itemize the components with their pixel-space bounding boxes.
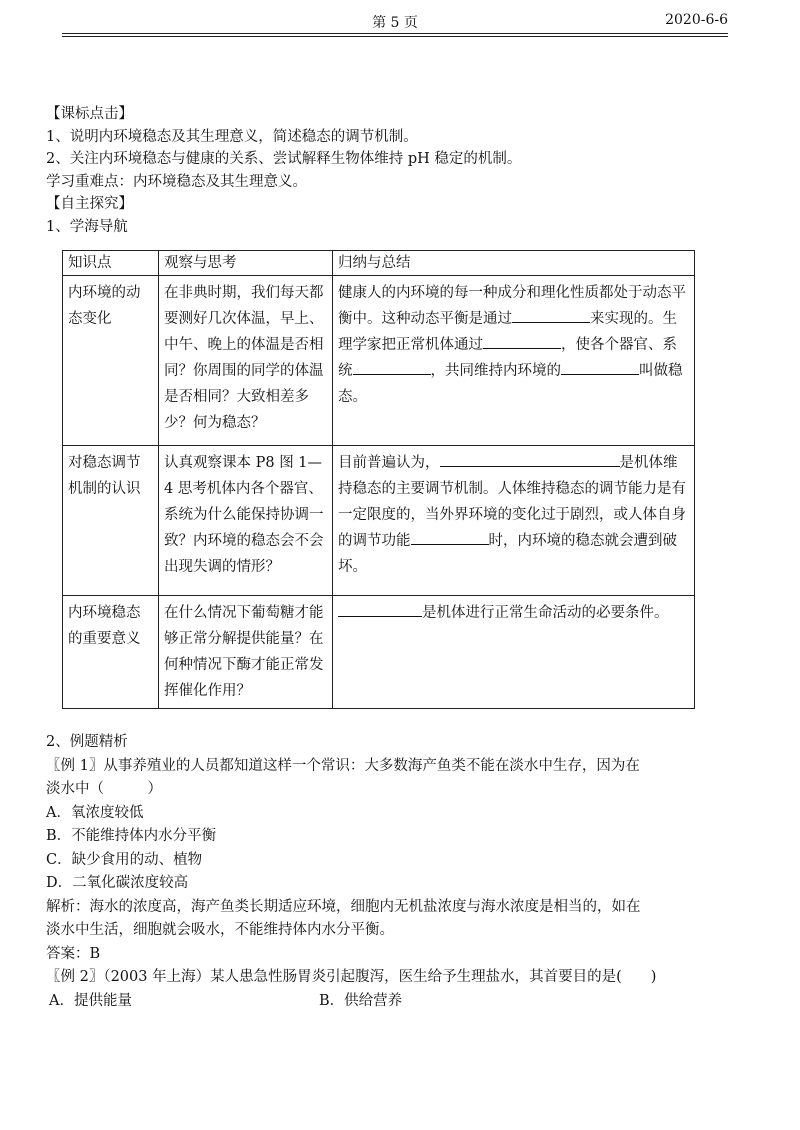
option-row [46, 990, 736, 1014]
header-rule-thin [62, 36, 728, 37]
section-title: 【自主探究】 [46, 196, 133, 212]
fill-blank [353, 360, 431, 375]
table-header-row [63, 251, 695, 276]
option-a: A．提供能量 [49, 992, 132, 1009]
section-title: 【课标点击】 [46, 106, 133, 122]
fill-blank [512, 308, 590, 323]
option-b: B．供给营养 [319, 992, 403, 1009]
fill-blank [411, 530, 489, 545]
page-number: 第 5 页 [372, 15, 418, 31]
examples-section [46, 731, 736, 1013]
header-date: 2020-6-6 [665, 12, 728, 28]
summary-cell: 是机体进行正常生命活动的必要条件。 [333, 596, 695, 709]
fill-blank [440, 452, 620, 467]
summary-cell: 目前普遍认为， 是机体维持稳态的主要调节机制。人体维持稳态的调节能力是有一定限度的，当外界环境的变化过于剧烈，或人体自身的调节功能 时，内环境的稳态就会遭到破坏。 [333, 446, 695, 596]
objective-item: 2、关注内环境稳态与健康的关系、尝试解释生物体维持 pH 稳定的机制。 [46, 151, 522, 167]
table-row [63, 446, 695, 596]
summary-cell: 健康人的内环境的每一种成分和理化性质都处于动态平衡中。这种动态平衡是通过 来实现的。生理学家把正常机体通过 ，使各个器官、系统 ，共同维持内环境的 叫做稳态。 [333, 276, 695, 446]
option-c: C．缺少食用的动、植物 [46, 851, 203, 868]
header-rule [62, 33, 728, 34]
observe-cell: 认真观察课本 P8 图 1—4 思考机体内各个器官、系统为什么能保持协调一致？内环境的稳态会不会出现失调的情形？ [159, 446, 333, 596]
curriculum-section [46, 103, 736, 238]
fill-blank [561, 360, 639, 375]
analysis: 淡水中生活，细胞就会吸水，不能维持体内水分平衡。 [46, 922, 394, 938]
key-points: 学习重难点：内环境稳态及其生理意义。 [46, 173, 307, 190]
guide-table [62, 250, 695, 709]
section-subtitle: 2、例题精析 [46, 734, 128, 750]
example-stem: 淡水中（ ） [46, 781, 162, 797]
topic-cell: 对稳态调节机制的认识 [63, 446, 159, 596]
topic-cell: 内环境的动态变化 [63, 276, 159, 446]
observe-cell: 在什么情况下葡萄糖才能够正常分解提供能量？在何种情况下酶才能正常发挥催化作用？ [159, 596, 333, 709]
option-b: B．不能维持体内水分平衡 [46, 828, 217, 844]
table-header: 观察与思考 [159, 251, 333, 276]
objective-item: 1、说明内环境稳态及其生理意义，简述稳态的调节机制。 [46, 128, 418, 145]
page-header [62, 8, 728, 34]
example-stem: 〖例 1〗从事养殖业的人员都知道这样一个常识：大多数海产鱼类不能在淡水中生存，因为在 [46, 757, 640, 774]
table-row [63, 276, 695, 446]
option-d: D．二氧化碳浓度较高 [46, 875, 189, 891]
answer: 答案：B [46, 945, 101, 962]
table-header: 归纳与总结 [333, 251, 695, 276]
fill-blank [338, 602, 422, 617]
observe-cell: 在非典时期，我们每天都要测好几次体温，早上、中午、晚上的体温是否相同？你周围的同学的体温是否相同？大致相差多少？何为稳态？ [159, 276, 333, 446]
topic-cell: 内环境稳态的重要意义 [63, 596, 159, 709]
analysis: 解析：海水的浓度高，海产鱼类长期适应环境，细胞内无机盐浓度与海水浓度是相当的，如在 [46, 898, 641, 915]
table-row [63, 596, 695, 709]
option-a: A．氧浓度较低 [46, 804, 144, 821]
example-stem: 〖例 2〗（2003 年上海）某人患急性肠胃炎引起腹泻，医生给予生理盐水，其首要目的是( ) [46, 969, 657, 985]
section-subtitle: 1、学海导航 [46, 218, 128, 235]
table-header: 知识点 [63, 251, 159, 276]
fill-blank [483, 334, 561, 349]
